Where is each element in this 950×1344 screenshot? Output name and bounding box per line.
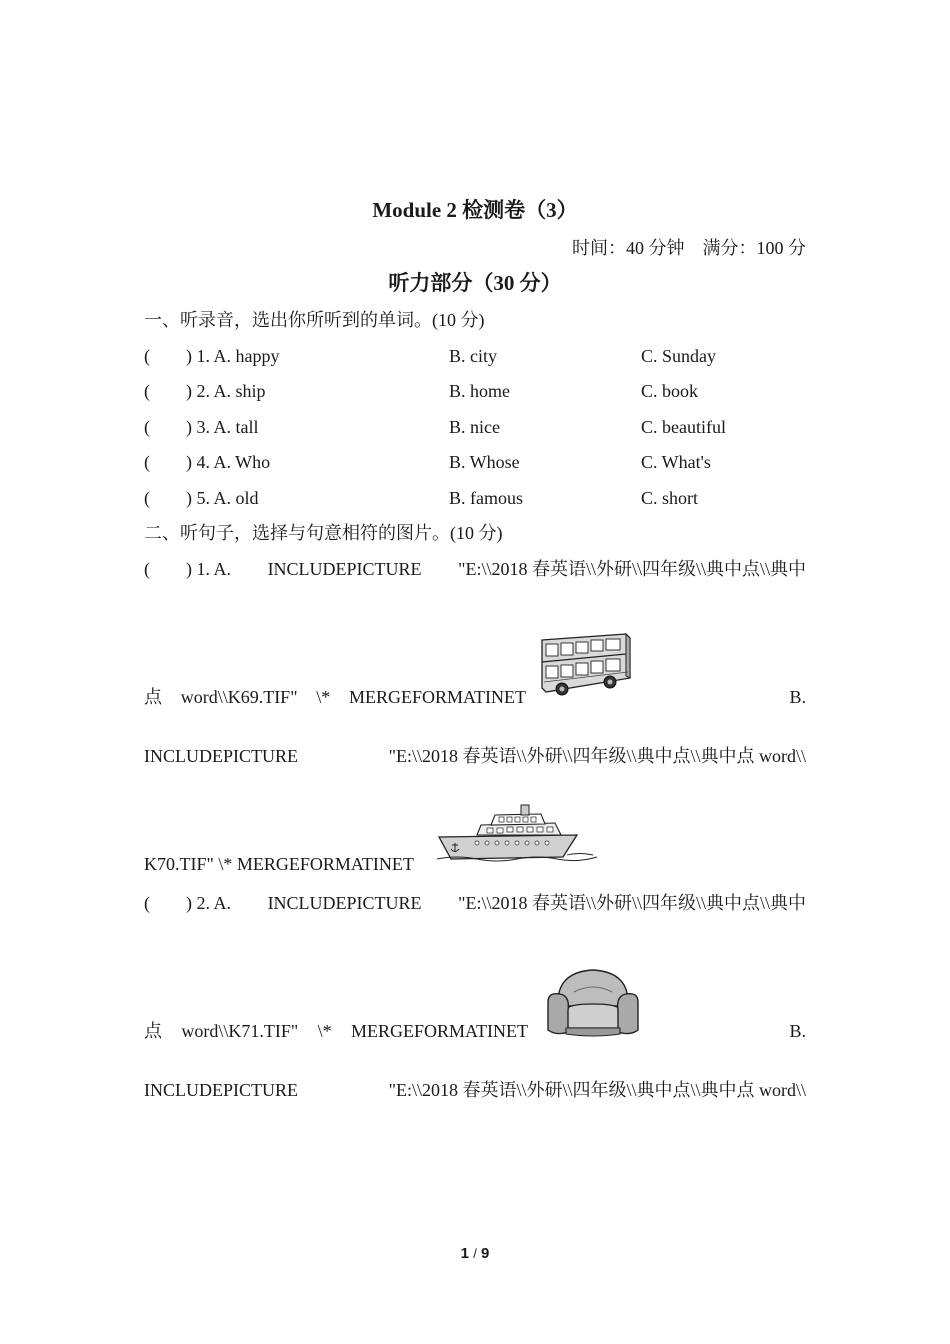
part1-item-2-c: C. book (641, 381, 699, 401)
part2-q2-line3-seg2: "E:\\2018 春英语\\外研\\四年级\\典中点\\典中点 word\\ (388, 1080, 806, 1100)
part2-q2-line2-seg3: \* (317, 1021, 332, 1041)
part2-q2-line2-seg1: 点 (144, 1021, 162, 1041)
page-separator: / (473, 1246, 477, 1261)
part2-q2-line1 (144, 892, 806, 914)
part2-q2-line3-seg1: INCLUDEPICTURE (144, 1080, 298, 1100)
section-heading: 听力部分（30 分） (388, 271, 562, 295)
part2-q1-line2-seg3: \* (316, 687, 331, 707)
part2-q2-line1-seg1: ( ) 2. A. (144, 893, 231, 913)
part2-q1-line2 (144, 686, 526, 708)
part1-item-1-c: C. Sunday (641, 346, 717, 366)
part1-item-3-c: C. beautiful (641, 417, 726, 437)
part2-q2-line2-seg2: word\\K71.TIF" (181, 1021, 299, 1041)
part2-q1-line1-seg2: INCLUDEPICTURE (267, 559, 422, 579)
part2-q2-option-b-label: B. (789, 1021, 806, 1041)
armchair-image (544, 966, 642, 1038)
part2-q2-line2-seg4: MERGEFORMATINET (350, 1021, 528, 1041)
page-title: Module 2 检测卷（3） (372, 198, 578, 222)
part1-item-4-b: B. Whose (449, 452, 520, 472)
part1-item-2-a: ( ) 2. A. ship (144, 381, 266, 401)
page-current: 1 (460, 1245, 470, 1262)
part2-q1-line1-seg3: "E:\\2018 春英语\\外研\\四年级\\典中点\\典中 (458, 559, 806, 579)
part1-item-4-c: C. What's (641, 452, 711, 472)
part1-instruction: 一、听录音，选出你所听到的单词。(10 分) (144, 310, 485, 330)
page-number (0, 1243, 950, 1265)
part2-q1-line1-seg1: ( ) 1. A. (144, 559, 231, 579)
ship-image (437, 803, 597, 865)
part2-q1-line3 (144, 745, 806, 767)
part1-item-3-a: ( ) 3. A. tall (144, 417, 259, 437)
part2-instruction: 二、听句子，选择与句意相符的图片。(10 分) (144, 523, 503, 543)
double-decker-bus-image (538, 632, 634, 698)
part1-item-2-b: B. home (449, 381, 510, 401)
part2-q1-line4: K70.TIF" \* MERGEFORMATINET (144, 854, 414, 874)
part2-q1-option-b-label: B. (789, 687, 806, 707)
part2-q2-line1-seg2: INCLUDEPICTURE (267, 893, 422, 913)
part2-q2-line1-seg3: "E:\\2018 春英语\\外研\\四年级\\典中点\\典中 (458, 893, 806, 913)
time-score-info: 时间：40 分钟 满分：100 分 (572, 238, 806, 258)
part2-q2-line3 (144, 1079, 806, 1101)
page-total: 9 (480, 1245, 490, 1262)
part1-item-5-c: C. short (641, 488, 699, 508)
part2-q1-line1 (144, 558, 806, 580)
part2-q2-line2 (144, 1020, 528, 1042)
part1-item-5-b: B. famous (449, 488, 523, 508)
part2-q1-line2-seg1: 点 (144, 687, 162, 707)
part1-item-1-a: ( ) 1. A. happy (144, 346, 280, 366)
part1-item-1-b: B. city (449, 346, 497, 366)
part1-item-4-a: ( ) 4. A. Who (144, 452, 271, 472)
part1-item-5-a: ( ) 5. A. old (144, 488, 259, 508)
part2-q1-line3-seg2: "E:\\2018 春英语\\外研\\四年级\\典中点\\典中点 word\\ (388, 746, 806, 766)
part2-q1-line3-seg1: INCLUDEPICTURE (144, 746, 298, 766)
part1-item-3-b: B. nice (449, 417, 500, 437)
part2-q1-line2-seg2: word\\K69.TIF" (180, 687, 298, 707)
part2-q1-line2-seg4: MERGEFORMATINET (348, 687, 526, 707)
